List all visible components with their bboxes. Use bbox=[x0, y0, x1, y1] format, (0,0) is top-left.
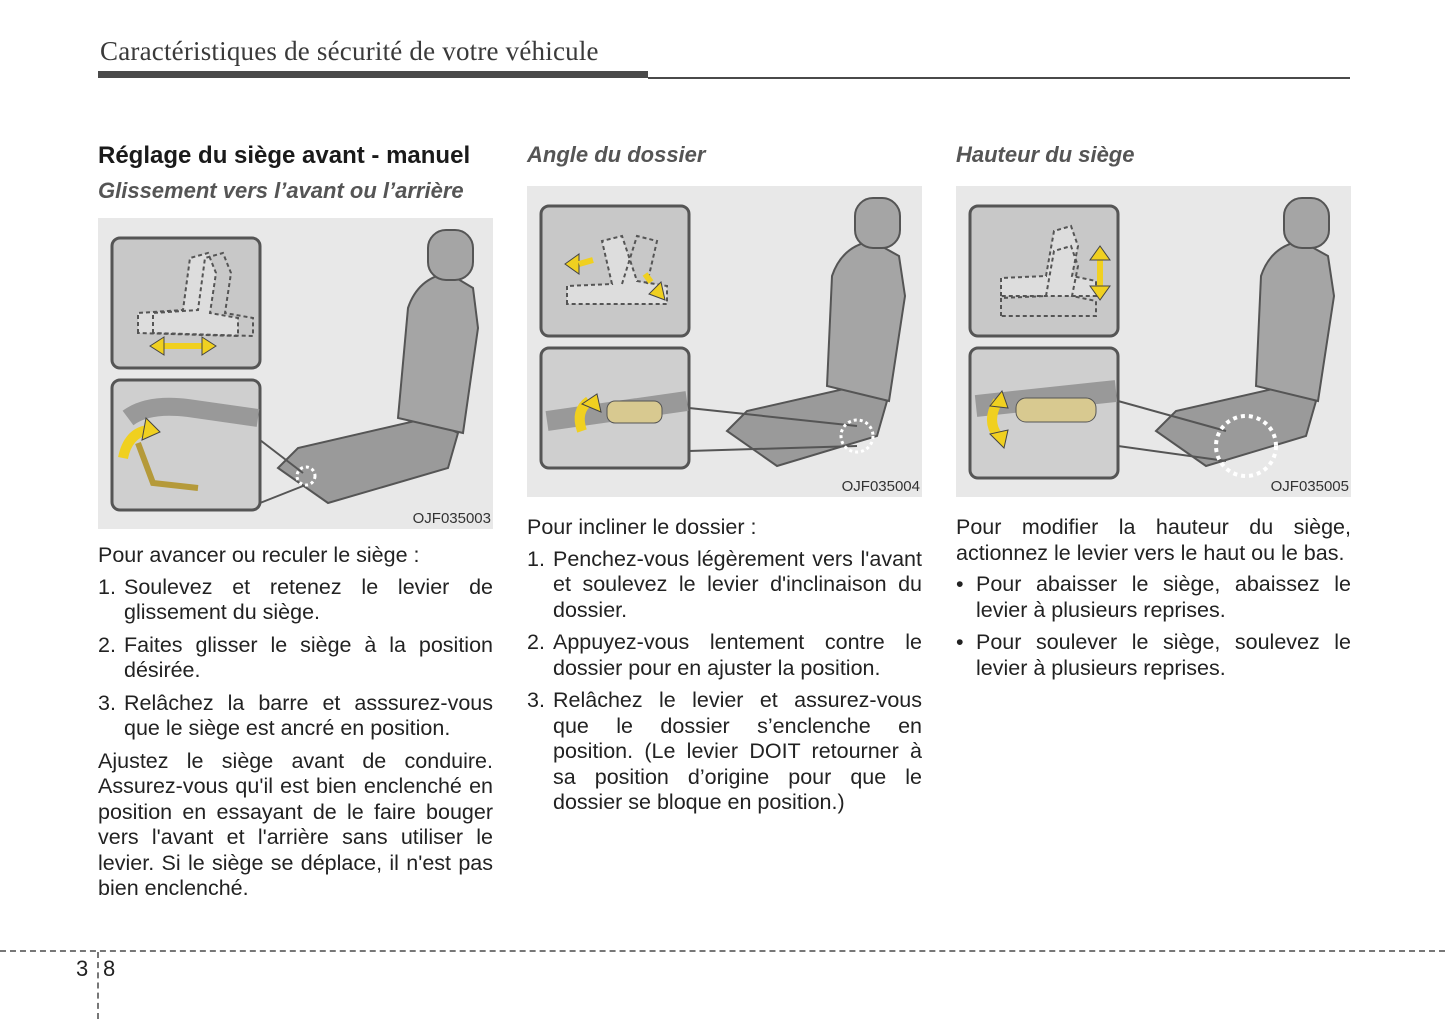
intro-text: Pour modifier la hauteur du siège, actionnez le levier vers le haut ou le bas. bbox=[956, 515, 1351, 565]
subsection-heading: Glissement vers l’avant ou l’arrière bbox=[98, 178, 464, 203]
bullets-list bbox=[956, 572, 1351, 681]
list-item: • Pour abaisser le siège, abaissez le levier à plusieurs reprises. bbox=[956, 572, 1351, 622]
backrest-illustration bbox=[527, 186, 922, 497]
seat-height-illustration bbox=[956, 186, 1351, 497]
subsection-heading: Angle du dossier bbox=[527, 142, 706, 167]
steps-list bbox=[527, 547, 922, 816]
list-item: 2. Appuyez-vous lentement contre le dossier pour en ajuster la position. bbox=[527, 630, 922, 680]
column-seat-slide bbox=[98, 140, 493, 902]
figure-code: OJF035005 bbox=[1270, 478, 1349, 495]
footer-page-divider bbox=[97, 952, 99, 1019]
list-item: 3. Relâchez le levier et assurez-vous que le dossier s’enclenche en position. (Le levier DOIT retourner à sa position d’origine pour que le dossier se bloque en position.) bbox=[527, 688, 922, 814]
figure-code: OJF035004 bbox=[841, 478, 920, 495]
subsection-heading: Hauteur du siège bbox=[956, 142, 1135, 167]
figure-seat-height bbox=[956, 186, 1351, 497]
seat-slide-illustration bbox=[98, 218, 493, 529]
figure-code: OJF035003 bbox=[412, 510, 491, 527]
page-number: 8 bbox=[103, 956, 116, 981]
list-item: 1. Penchez-vous légèrement vers l'avant et soulevez le levier d'inclinaison du dossier. bbox=[527, 546, 922, 622]
intro-text: Pour avancer ou reculer le siège : bbox=[98, 543, 420, 567]
intro-text: Pour incliner le dossier : bbox=[527, 515, 757, 539]
list-item: 1. Soulevez et retenez le levier de glissement du siège. bbox=[98, 574, 493, 624]
list-item: 3. Relâchez la barre et asssurez-vous que le siège est ancré en position. bbox=[98, 690, 493, 740]
column-seat-height bbox=[956, 140, 1351, 688]
section-number: 3 bbox=[76, 956, 89, 981]
steps-list bbox=[98, 575, 493, 742]
list-item: • Pour soulever le siège, soulevez le levier à plusieurs reprises. bbox=[956, 630, 1351, 680]
page-header-title: Caractéristiques de sécurité de votre véhicule bbox=[100, 36, 599, 66]
outro-text: Ajustez le siège avant de conduire. Assurez-vous qu'il est bien enclenché en position en essayant de le faire bouger vers l'avant et l'arrière sans utiliser le levier. Si le siège se déplace, il n'est pas bien enclenché. bbox=[98, 748, 493, 900]
column-backrest-angle bbox=[527, 140, 922, 823]
section-heading: Réglage du siège avant - manuel bbox=[98, 142, 471, 169]
list-item: 2. Faites glisser le siège à la position désirée. bbox=[98, 632, 493, 682]
footer-divider bbox=[0, 950, 1445, 952]
header-bar bbox=[98, 71, 648, 78]
header-rule bbox=[648, 77, 1350, 79]
figure-seat-slide bbox=[98, 218, 493, 529]
figure-backrest-angle bbox=[527, 186, 922, 497]
